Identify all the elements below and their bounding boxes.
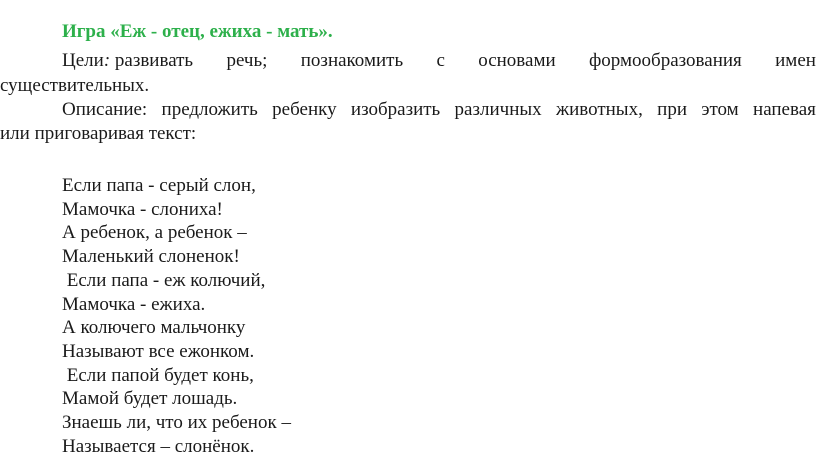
goals-colon: :: [103, 50, 111, 71]
description-paragraph-line-2: или приговаривая текст:: [0, 123, 197, 144]
goals-word: формообразования: [589, 50, 742, 71]
poem-line: Знаешь ли, что их ребенок –: [62, 412, 291, 434]
poem-line: Мамочка - слониха!: [62, 198, 223, 220]
goals-label-wrap: [62, 50, 193, 72]
description-word: изобразить: [350, 99, 441, 120]
poem-line: А ребенок, а ребенок –: [62, 222, 247, 244]
description-word: различных: [454, 99, 542, 120]
goals-label: Цели: [62, 50, 104, 71]
description-word: предложить: [161, 99, 258, 120]
goals-word: с: [436, 50, 445, 71]
poem-line: Маленький слоненок!: [62, 246, 240, 268]
description-word: при: [657, 99, 687, 120]
description-word: ребенку: [272, 99, 337, 120]
game-title: Игра «Еж - отец, ежиха - мать».: [62, 21, 333, 42]
poem-line: А колючего мальчонку: [62, 317, 246, 339]
goals-word: развивать: [114, 50, 194, 71]
goals-word: познакомить: [300, 50, 404, 71]
goals-word: речь;: [226, 50, 268, 71]
poem-line: Если папа - серый слон,: [62, 175, 256, 196]
description-word: напевая: [753, 99, 816, 120]
poem-line: Если папой будет конь,: [62, 364, 254, 386]
poem-line: Если папа - еж колючий,: [62, 269, 266, 291]
description-word: этом: [701, 99, 739, 120]
goals-word: основами: [478, 50, 556, 71]
poem-line: Мамой будет лошадь.: [62, 388, 238, 410]
goals-paragraph-line-1: [62, 50, 816, 72]
description-paragraph-line-1: [62, 99, 816, 121]
description-word: Описание:: [62, 99, 148, 120]
goals-word: имен: [775, 50, 816, 71]
poem-line: Называют все ежонком.: [62, 340, 255, 362]
poem-line: Называется – слонёнок.: [62, 435, 255, 457]
goals-paragraph-line-2: существительных.: [0, 75, 150, 96]
description-word: животных,: [555, 99, 643, 120]
poem-verse: [62, 174, 291, 458]
poem-line: Мамочка - ежиха.: [62, 293, 206, 315]
